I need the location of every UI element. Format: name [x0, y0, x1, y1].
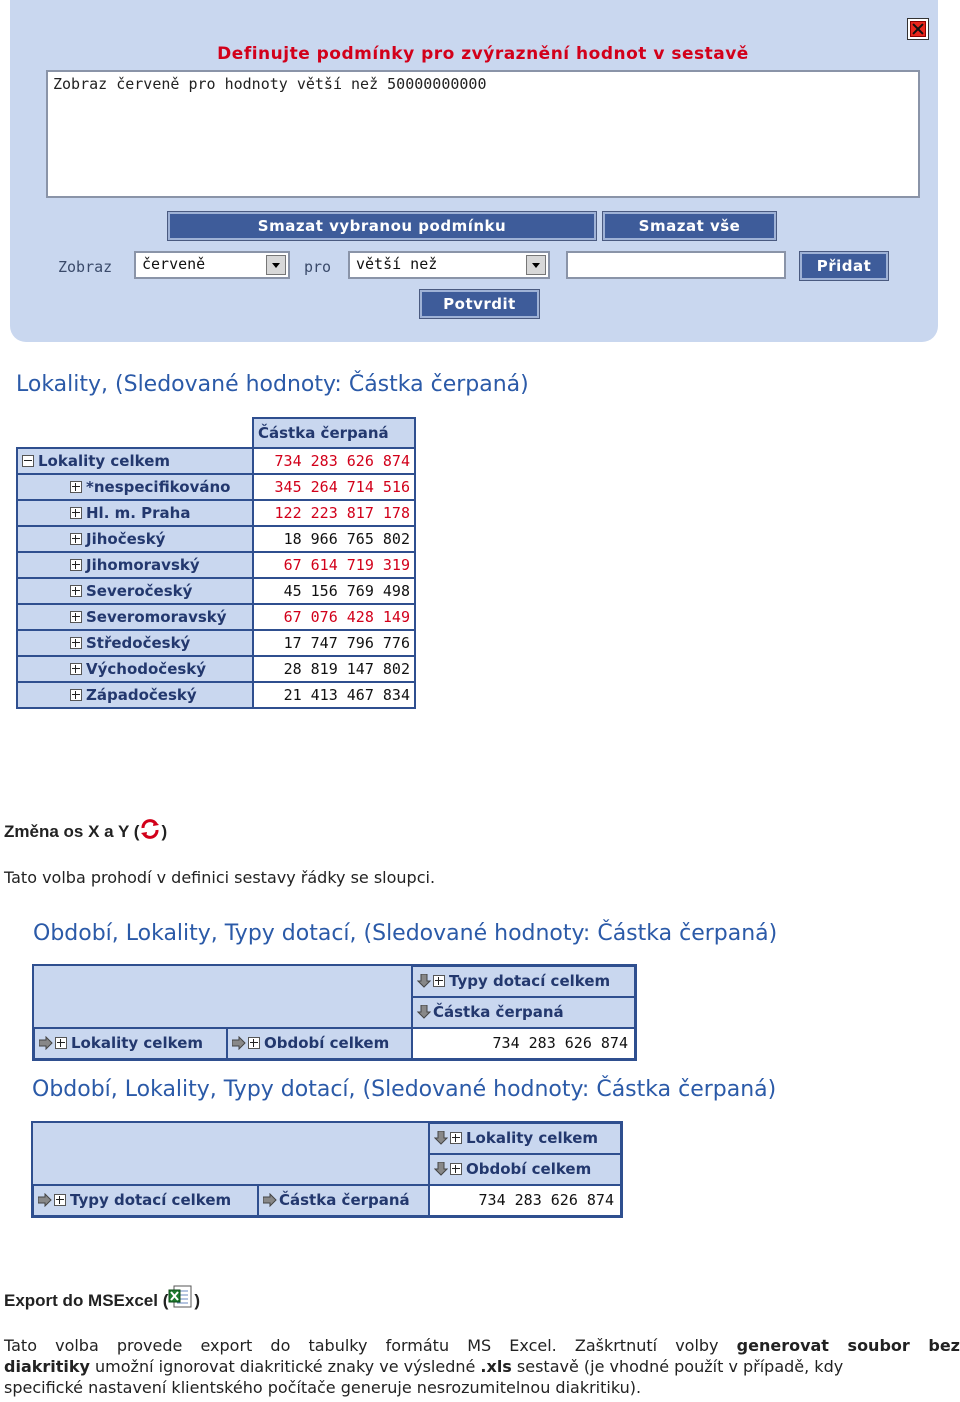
expand-icon[interactable] — [450, 1163, 462, 1175]
operator-select-value: větší než — [356, 255, 438, 273]
row-header[interactable] — [17, 604, 253, 630]
export-description-line2 — [4, 1357, 960, 1376]
color-select[interactable] — [134, 251, 290, 279]
expand-icon[interactable] — [70, 689, 82, 701]
expand-icon[interactable] — [450, 1132, 462, 1144]
row-header[interactable] — [17, 474, 253, 500]
table-row — [17, 552, 415, 578]
row-header[interactable] — [17, 630, 253, 656]
row-label: Západočeský — [86, 686, 197, 704]
option-name: generovat soubor bez — [736, 1336, 960, 1355]
row-header[interactable] — [17, 552, 253, 578]
value-cell: 345 264 714 516 — [253, 474, 415, 500]
delete-all-button[interactable]: Smazat vše — [603, 212, 776, 240]
value-cell: 45 156 769 498 — [253, 578, 415, 604]
expand-icon[interactable] — [70, 663, 82, 675]
export-heading — [4, 1284, 200, 1311]
row-label: Východočeský — [86, 660, 207, 678]
pivot1-title: Období, Lokality, Typy dotací, (Sledované hodnoty: Částka čerpaná) — [33, 921, 778, 946]
row-label: Jihočeský — [86, 530, 166, 548]
value-cell: 18 966 765 802 — [253, 526, 415, 552]
move-arrow-icon[interactable] — [39, 1036, 53, 1050]
row-label: Středočeský — [86, 634, 191, 652]
value-cell: 734 283 626 874 — [253, 448, 415, 474]
export-description-line1 — [4, 1336, 960, 1355]
row-label: Hl. m. Praha — [86, 504, 191, 522]
pivot1-col-dim[interactable] — [412, 966, 635, 997]
pivot1-row-dim2[interactable] — [227, 1028, 412, 1059]
expand-icon[interactable] — [70, 507, 82, 519]
pivot1-measure-label: Částka čerpaná — [433, 1003, 564, 1021]
column-header[interactable]: Částka čerpaná — [253, 418, 415, 448]
pivot2-col-dim1-label: Lokality celkem — [466, 1129, 598, 1147]
close-icon — [910, 21, 926, 37]
expand-icon[interactable] — [70, 611, 82, 623]
dialog-title: Definujte podmínky pro zvýraznění hodnot v sestavě — [217, 44, 749, 64]
pivot1-measure[interactable] — [412, 997, 635, 1028]
chevron-down-icon[interactable] — [526, 255, 546, 275]
move-arrow-icon[interactable] — [263, 1193, 277, 1207]
pivot2-value: 734 283 626 874 — [429, 1185, 621, 1216]
row-header[interactable] — [17, 526, 253, 552]
value-cell: 67 614 719 319 — [253, 552, 415, 578]
pivot1-corner — [34, 966, 412, 1028]
move-arrow-icon[interactable] — [434, 1131, 448, 1145]
move-arrow-icon[interactable] — [434, 1162, 448, 1176]
export-heading-close: ) — [194, 1291, 201, 1310]
expand-icon[interactable] — [55, 1037, 67, 1049]
swap-heading-text: Změna os X a Y ( — [4, 822, 140, 841]
row-label: *nespecifikováno — [86, 478, 231, 496]
condition-item[interactable]: Zobraz červeně pro hodnoty větší než 50000000000 — [53, 75, 487, 93]
operator-select[interactable] — [348, 251, 550, 279]
pivot2-title: Období, Lokality, Typy dotací, (Sledované hodnoty: Částka čerpaná) — [32, 1077, 777, 1102]
close-button[interactable] — [907, 18, 929, 40]
pivot2-col-dim1[interactable] — [429, 1123, 621, 1154]
pivot2-measure-label: Částka čerpaná — [279, 1191, 410, 1209]
add-button[interactable]: Přidat — [800, 252, 888, 280]
pivot2-col-dim2-label: Období celkem — [466, 1160, 592, 1178]
row-header[interactable] — [17, 656, 253, 682]
export-description-line3: specifické nastavení klientského počítače generuje nesrozumitelnou diakritiku). — [4, 1378, 642, 1397]
report-table — [16, 417, 416, 709]
expand-icon[interactable] — [70, 559, 82, 571]
table-row — [17, 500, 415, 526]
pivot2-corner — [33, 1123, 429, 1185]
row-header[interactable] — [17, 500, 253, 526]
collapse-icon[interactable] — [22, 455, 34, 467]
expand-icon[interactable] — [433, 975, 445, 987]
swap-axes-heading — [4, 818, 167, 842]
value-input[interactable] — [566, 251, 786, 279]
color-select-value: červeně — [142, 255, 206, 273]
highlight-conditions-dialog — [10, 0, 938, 342]
row-label: Lokality celkem — [38, 452, 170, 470]
pivot1-table — [32, 964, 637, 1061]
move-arrow-icon[interactable] — [417, 1005, 431, 1019]
table-row — [17, 448, 415, 474]
move-arrow-icon[interactable] — [38, 1193, 52, 1207]
row-label: Severomoravský — [86, 608, 227, 626]
chevron-down-icon[interactable] — [266, 255, 286, 275]
expand-icon[interactable] — [54, 1194, 66, 1206]
pivot1-value: 734 283 626 874 — [412, 1028, 635, 1059]
row-header[interactable] — [17, 448, 253, 474]
for-label: pro — [304, 258, 332, 276]
export-text: sestavě (je vhodné použít v případě, kdy — [511, 1357, 844, 1376]
empty-corner-cell — [17, 418, 253, 448]
value-cell: 17 747 796 776 — [253, 630, 415, 656]
move-arrow-icon[interactable] — [417, 974, 431, 988]
delete-selected-condition-button[interactable]: Smazat vybranou podmínku — [168, 212, 596, 240]
pivot2-col-dim2[interactable] — [429, 1154, 621, 1185]
export-text: umožní ignorovat diakritické znaky ve výsledné — [89, 1357, 481, 1376]
conditions-list[interactable] — [46, 70, 920, 198]
pivot1-row-dim1[interactable] — [34, 1028, 227, 1059]
expand-icon[interactable] — [70, 481, 82, 493]
swap-description: Tato volba prohodí v definici sestavy řádky se sloupci. — [4, 868, 436, 887]
value-cell: 122 223 817 178 — [253, 500, 415, 526]
table-row — [17, 578, 415, 604]
export-text: Tato volba provede export do tabulky formátu MS Excel. Zaškrtnutí volby — [4, 1336, 737, 1355]
confirm-button[interactable]: Potvrdit — [420, 290, 539, 318]
swap-axes-icon — [139, 818, 161, 840]
pivot2-row-dim-label: Typy dotací celkem — [70, 1191, 232, 1209]
table-row — [17, 630, 415, 656]
row-header[interactable] — [17, 578, 253, 604]
pivot2-table — [31, 1121, 623, 1218]
row-label: Severočeský — [86, 582, 193, 600]
excel-icon — [168, 1284, 194, 1310]
table-row — [17, 682, 415, 708]
file-extension: .xls — [480, 1357, 512, 1376]
show-label: Zobraz — [58, 258, 113, 276]
value-cell: 28 819 147 802 — [253, 656, 415, 682]
pivot2-measure[interactable] — [258, 1185, 429, 1216]
expand-icon[interactable] — [70, 637, 82, 649]
pivot1-col-dim-label: Typy dotací celkem — [449, 972, 611, 990]
table-row — [17, 474, 415, 500]
row-label: Jihomoravský — [86, 556, 200, 574]
option-name: diakritiky — [4, 1357, 90, 1376]
pivot1-row-dim2-label: Období celkem — [264, 1034, 390, 1052]
value-cell: 67 076 428 149 — [253, 604, 415, 630]
export-heading-text: Export do MSExcel ( — [4, 1291, 169, 1310]
report-title: Lokality, (Sledované hodnoty: Částka čerpaná) — [16, 372, 529, 397]
table-row — [17, 604, 415, 630]
expand-icon[interactable] — [248, 1037, 260, 1049]
expand-icon[interactable] — [70, 585, 82, 597]
pivot1-row-dim1-label: Lokality celkem — [71, 1034, 203, 1052]
expand-icon[interactable] — [70, 533, 82, 545]
table-row — [17, 656, 415, 682]
value-cell: 21 413 467 834 — [253, 682, 415, 708]
move-arrow-icon[interactable] — [232, 1036, 246, 1050]
row-header[interactable] — [17, 682, 253, 708]
pivot2-row-dim[interactable] — [33, 1185, 258, 1216]
swap-heading-close: ) — [161, 822, 168, 841]
table-row — [17, 526, 415, 552]
